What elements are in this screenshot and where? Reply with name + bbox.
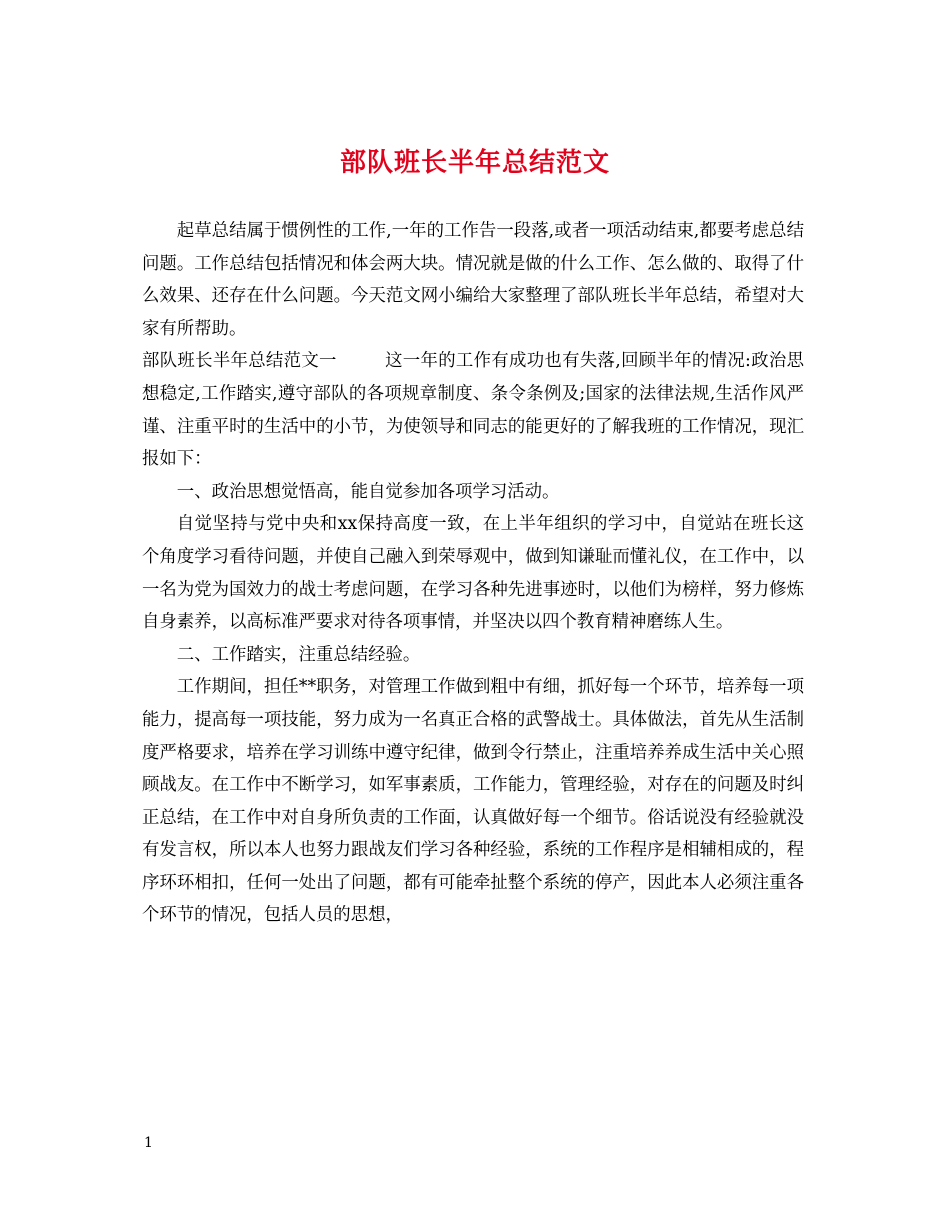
document-body	[142, 215, 804, 932]
section-one-lead: 这一年的工作有成功也有失落,回顾半年的情况:政治思想稳定,工作踏实,遵守部队的各项规章制度、条令条例及;国家的法律法规,生活作风严谨、注重平时的生活中的小节，为使领导和同志的能更好的了解我班的工作情况，现汇报如下：	[142, 351, 804, 470]
heading-one: 一、政治思想觉悟高，能自觉参加各项学习活动。	[176, 481, 560, 502]
heading-two: 二、工作踏实，注重总结经验。	[176, 644, 421, 665]
section-one-label: 部队班长半年总结范文一	[142, 351, 337, 372]
page-number: 1	[144, 1135, 153, 1151]
paragraph-one: 自觉坚持与党中央和xx保持高度一致，在上半年组织的学习中，自觉站在班长这个角度学习看待问题，并使自己融入到荣辱观中，做到知谦耻而懂礼仪，在工作中，以一名为党为国效力的战士考虑问题，在学习各种先进事迹时，以他们为榜样，努力修炼自身素养，以高标准严要求对待各项事情，并坚决以四个教育精神磨练人生。	[142, 514, 804, 633]
paragraph-two: 工作期间，担任**职务，对管理工作做到粗中有细，抓好每一个环节，培养每一项能力，提高每一项技能，努力成为一名真正合格的武警战士。具体做法，首先从生活制度严格要求，培养在学习训练中遵守纪律，做到令行禁止，注重培养养成生活中关心照顾战友。在工作中不断学习，如军事素质，工作能力，管理经验，对存在的问题及时纠正总结，在工作中对自身所负责的工作面，认真做好每一个细节。俗话说没有经验就没有发言权，所以本人也努力跟战友们学习各种经验，系统的工作程序是相辅相成的，程序环环相扣，任何一处出了问题，都有可能牵扯整个系统的停产，因此本人必须注重各个环节的情况，包括人员的思想，	[142, 677, 804, 926]
document-title: 部队班长半年总结范文	[339, 148, 610, 178]
intro-paragraph: 起草总结属于惯例性的工作,一年的工作告一段落,或者一项活动结束,都要考虑总结问题。工作总结包括情况和体会两大块。情况就是做的什么工作、怎么做的、取得了什么效果、还存在什么问题。今天范文网小编给大家整理了部队班长半年总结，希望对大家有所帮助。	[142, 221, 804, 339]
section-one-paragraph	[142, 345, 804, 475]
